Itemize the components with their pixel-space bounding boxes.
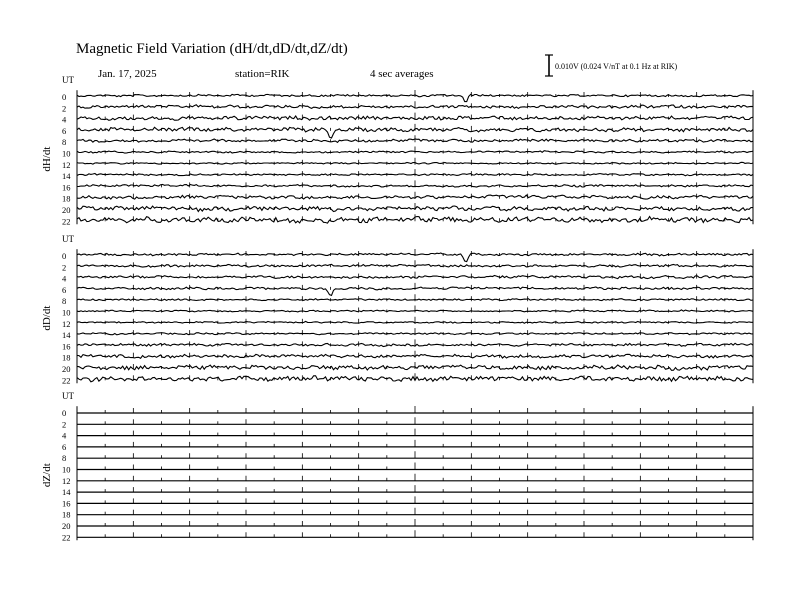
row-label: 2 (62, 103, 67, 114)
row-label: 22 (62, 216, 71, 227)
row-label: 20 (62, 521, 71, 531)
row-label: 20 (62, 205, 71, 215)
row-label: 22 (62, 375, 71, 386)
row-label: 0 (62, 92, 67, 102)
averaging-label: 4 sec averages (370, 68, 434, 80)
row-label: 6 (62, 441, 67, 452)
scale-bar (545, 55, 678, 76)
station-label: station=RIK (235, 68, 290, 80)
row-label: 14 (62, 171, 71, 182)
row-label: 4 (62, 114, 67, 125)
row-label: 2 (62, 262, 67, 273)
row-label: 4 (62, 273, 67, 284)
row-label: 16 (62, 498, 71, 509)
row-label: 18 (62, 193, 71, 204)
row-label: 20 (62, 364, 71, 374)
row-label: 6 (62, 125, 67, 136)
row-label: 16 (62, 182, 71, 193)
row-label: 12 (62, 318, 71, 329)
row-label: 10 (62, 148, 71, 159)
panels (41, 75, 753, 542)
row-label: 0 (62, 251, 67, 261)
row-label: 16 (62, 341, 71, 352)
row-label: 10 (62, 307, 71, 318)
row-label: 8 (62, 453, 67, 464)
trace-line (77, 94, 753, 101)
trace-line (77, 287, 753, 295)
panel-ylabel: dZ/dt (41, 463, 53, 488)
row-label: 4 (62, 430, 67, 441)
date-label: Jan. 17, 2025 (98, 68, 157, 80)
row-label: 2 (62, 419, 67, 430)
panel-dH-dt (41, 75, 753, 226)
row-label: 8 (62, 296, 67, 307)
ut-label: UT (62, 75, 74, 85)
row-label: 6 (62, 284, 67, 295)
row-label: 0 (62, 408, 67, 418)
scale-bar-label: 0.010V (0.024 V/nT at 0.1 Hz at RIK) (555, 62, 678, 71)
row-label: 8 (62, 137, 67, 148)
panel-ylabel: dH/dt (41, 146, 53, 172)
row-label: 18 (62, 352, 71, 363)
row-label: 22 (62, 532, 71, 543)
row-label: 14 (62, 330, 71, 341)
panel-dZ-dt (41, 391, 753, 542)
ut-label: UT (62, 391, 74, 401)
row-label: 14 (62, 487, 71, 498)
row-label: 12 (62, 475, 71, 486)
panel-ylabel: dD/dt (41, 305, 53, 331)
figure-title: Magnetic Field Variation (dH/dt,dD/dt,dZ/dt) (76, 41, 348, 57)
row-label: 10 (62, 464, 71, 475)
ut-label: UT (62, 234, 74, 244)
row-label: 12 (62, 159, 71, 170)
row-label: 18 (62, 509, 71, 520)
panel-dD-dt (41, 234, 753, 385)
